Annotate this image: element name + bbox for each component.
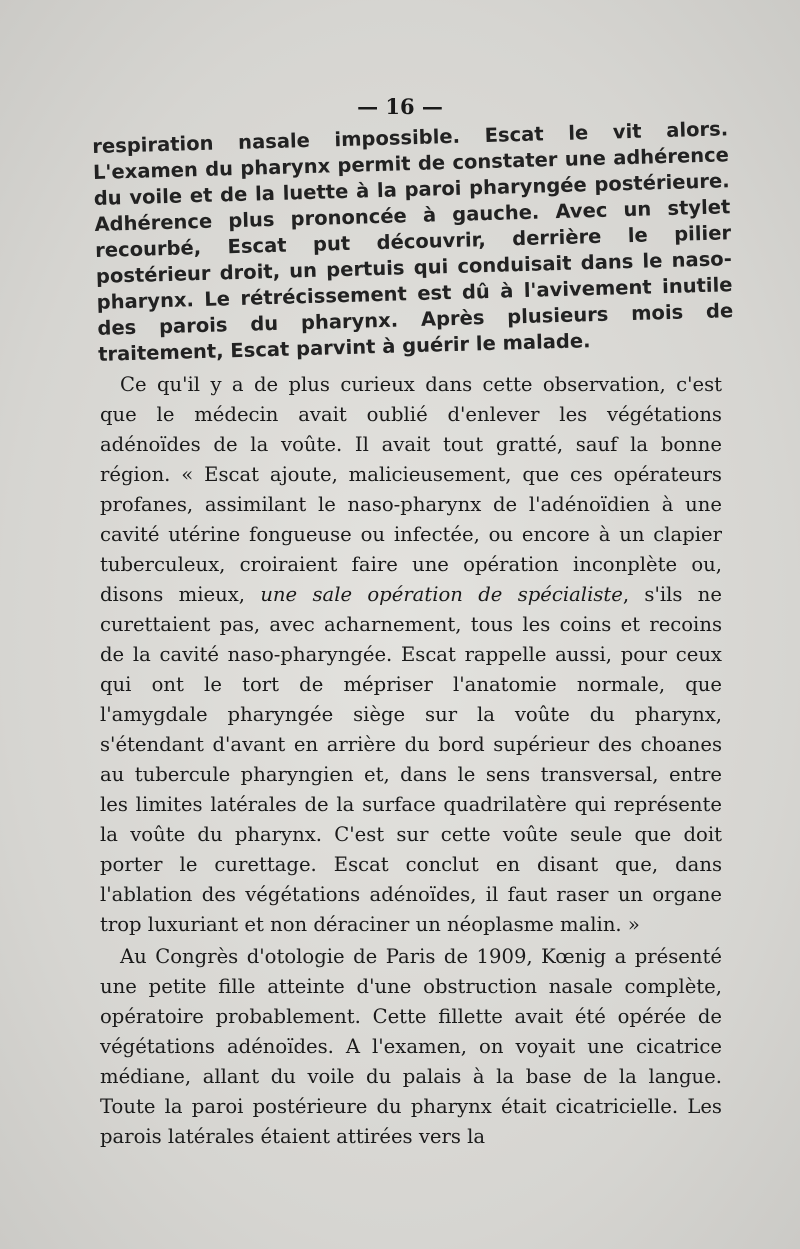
text-block-top — [92, 116, 734, 368]
page-number: — 16 — — [357, 94, 443, 119]
paragraph-2-italic-phrase: une sale opération de spécialiste — [260, 583, 623, 606]
paragraph-1: respiration nasale impossible. Escat le vit alors. L'examen du pharynx permit de constater une adhérence du voile et de la luette à la paroi pharyngée postérieure. Adhérence plus prononcée à gauche. Avec un stylet recourbé, Escat put découvrir, derrière le pilier postérieur droit, un pertuis qui conduisait dans le naso-pharynx. Le rétrécissement est dû à l'avivement inutile des parois du pharynx. Après plusieurs mois de traitement, Escat parvint à guérir le malade. — [92, 117, 734, 366]
paragraph-2-text-b: , s'ils ne curettaient pas, avec acharnement, tous les coins et recoins de la cavité naso-pharyngée. Escat rappelle aussi, pour ceux qui ont le tort de mépriser l'anatomie normale, que l'amygdale pharyngée siège sur la voûte du pharynx, s'étendant d'avant en arrière du bord supérieur des choanes au tubercule pharyngien et, dans le sens transversal, entre les limites latérales de la surface quadrilatère qui représente la voûte du pharynx. C'est sur cette voûte seule que doit porter le curettage. Escat conclut en disant que, dans l'ablation des végétations adénoïdes, il faut raser un organe trop luxuriant et non déraciner un néoplasme malin. » — [100, 583, 722, 936]
paragraph-2-text-a: Ce qu'il y a de plus curieux dans cette observation, c'est que le médecin avait oublié d'enlever les végétations adénoïdes de la voûte. Il avait tout gratté, sauf la bonne région. « Escat ajoute, malicieusement, que ces opérateurs profanes, assimilant le naso-pharynx de l'adénoïdien à une cavité utérine fongueuse ou infectée, ou encore à un clapier tuberculeux, croiraient faire une opération inconplète ou, disons mieux, — [100, 373, 722, 606]
paragraph-3: Au Congrès d'otologie de Paris de 1909, Kœnig a présenté une petite fille atteinte d'une obstruction nasale complète, opératoire probablement. Cette fillette avait été opérée de végétations adénoïdes. A l'examen, on voyait une cicatrice médiane, allant du voile du palais à la base de la langue. Toute la paroi postérieure du pharynx était cicatricielle. Les parois latérales étaient attirées vers la — [100, 945, 722, 1148]
text-block-main — [100, 370, 722, 1152]
paragraph-2 — [100, 370, 722, 940]
